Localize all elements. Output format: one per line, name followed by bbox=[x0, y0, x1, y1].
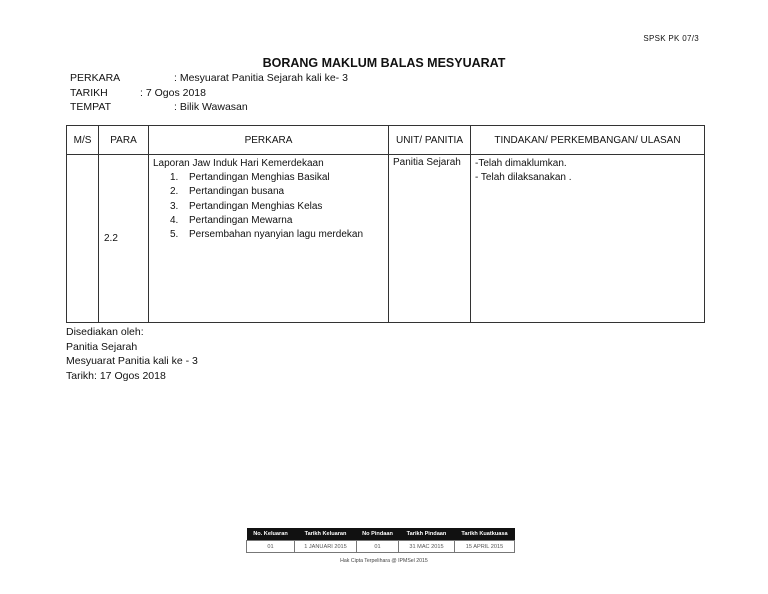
perkara-list bbox=[153, 171, 384, 242]
meeting-info bbox=[70, 72, 470, 116]
cell-unit: Panitia Sejarah bbox=[389, 155, 471, 323]
control-value: 01 bbox=[247, 541, 295, 553]
form-title: BORANG MAKLUM BALAS MESYUARAT bbox=[262, 56, 506, 70]
item-text: Pertandingan busana bbox=[189, 186, 285, 198]
item-text: Pertandingan Menghias Kelas bbox=[189, 200, 323, 212]
header-tindakan: TINDAKAN/ PERKEMBANGAN/ ULASAN bbox=[471, 126, 705, 155]
item-text: Pertandingan Mewarna bbox=[189, 214, 293, 226]
control-header: Tarikh Kuatkuasa bbox=[455, 528, 515, 541]
prepared-by-date: Tarikh: 17 Ogos 2018 bbox=[66, 369, 166, 382]
control-value: 31 MAC 2015 bbox=[399, 541, 455, 553]
cell-tindakan bbox=[471, 155, 705, 323]
list-item bbox=[153, 185, 384, 199]
header-unit: UNIT/ PANITIA bbox=[389, 126, 471, 155]
item-text: Pertandingan Menghias Basikal bbox=[189, 172, 330, 183]
perkara-value: : Mesyuarat Panitia Sejarah kali ke- 3 bbox=[174, 72, 348, 84]
perkara-label: PERKARA bbox=[70, 72, 121, 84]
control-value: 01 bbox=[357, 541, 399, 553]
header-para: PARA bbox=[99, 126, 149, 155]
item-number: 2. bbox=[170, 186, 179, 198]
document-code: SPSK PK 07/3 bbox=[643, 34, 699, 43]
copyright-notice: Hak Cipta Terpelihara @ IPMSel 2015 bbox=[340, 558, 428, 564]
item-number: 1. bbox=[170, 172, 179, 183]
control-value-row bbox=[247, 541, 515, 553]
prepared-by-label: Disediakan oleh: bbox=[66, 326, 144, 338]
list-item bbox=[153, 200, 384, 214]
control-header: No Pindaan bbox=[357, 528, 399, 541]
item-text: Persembahan nyanyian lagu merdekan bbox=[189, 229, 363, 241]
list-item bbox=[153, 171, 384, 185]
tempat-label: TEMPAT bbox=[70, 101, 112, 113]
minutes-table bbox=[66, 125, 705, 323]
tindakan-line: - Telah dilaksanakan . bbox=[475, 172, 572, 183]
header-ms: M/S bbox=[67, 126, 99, 155]
prepared-by-meeting: Mesyuarat Panitia kali ke - 3 bbox=[66, 355, 198, 368]
cell-ms bbox=[67, 155, 99, 323]
tarikh-label: TARIKH bbox=[70, 87, 108, 99]
prepared-by-panel: Panitia Sejarah bbox=[66, 340, 138, 353]
table-header-row bbox=[67, 126, 705, 155]
item-number: 4. bbox=[170, 214, 179, 226]
control-value: 15 APRIL 2015 bbox=[455, 541, 515, 553]
tempat-value: : Bilik Wawasan bbox=[174, 101, 248, 113]
table-row bbox=[67, 155, 705, 323]
item-number: 3. bbox=[170, 200, 179, 212]
tindakan-line: -Telah dimaklumkan. bbox=[475, 158, 567, 169]
control-header-row bbox=[247, 528, 515, 541]
prepared-by-block bbox=[66, 325, 198, 383]
perkara-lead: Laporan Jaw Induk Hari Kemerdekaan bbox=[153, 158, 324, 169]
header-perkara: PERKARA bbox=[149, 126, 389, 155]
control-header: No. Keluaran bbox=[247, 528, 295, 541]
cell-perkara bbox=[149, 155, 389, 323]
list-item bbox=[153, 228, 384, 242]
control-header: Tarikh Pindaan bbox=[399, 528, 455, 541]
cell-para: 2.2 bbox=[99, 155, 149, 323]
document-control-table bbox=[246, 528, 515, 553]
tarikh-value: : 7 Ogos 2018 bbox=[140, 87, 206, 99]
list-item bbox=[153, 214, 384, 228]
control-header: Tarikh Keluaran bbox=[295, 528, 357, 541]
control-value: 1 JANUARI 2015 bbox=[295, 541, 357, 553]
item-number: 5. bbox=[170, 229, 179, 241]
